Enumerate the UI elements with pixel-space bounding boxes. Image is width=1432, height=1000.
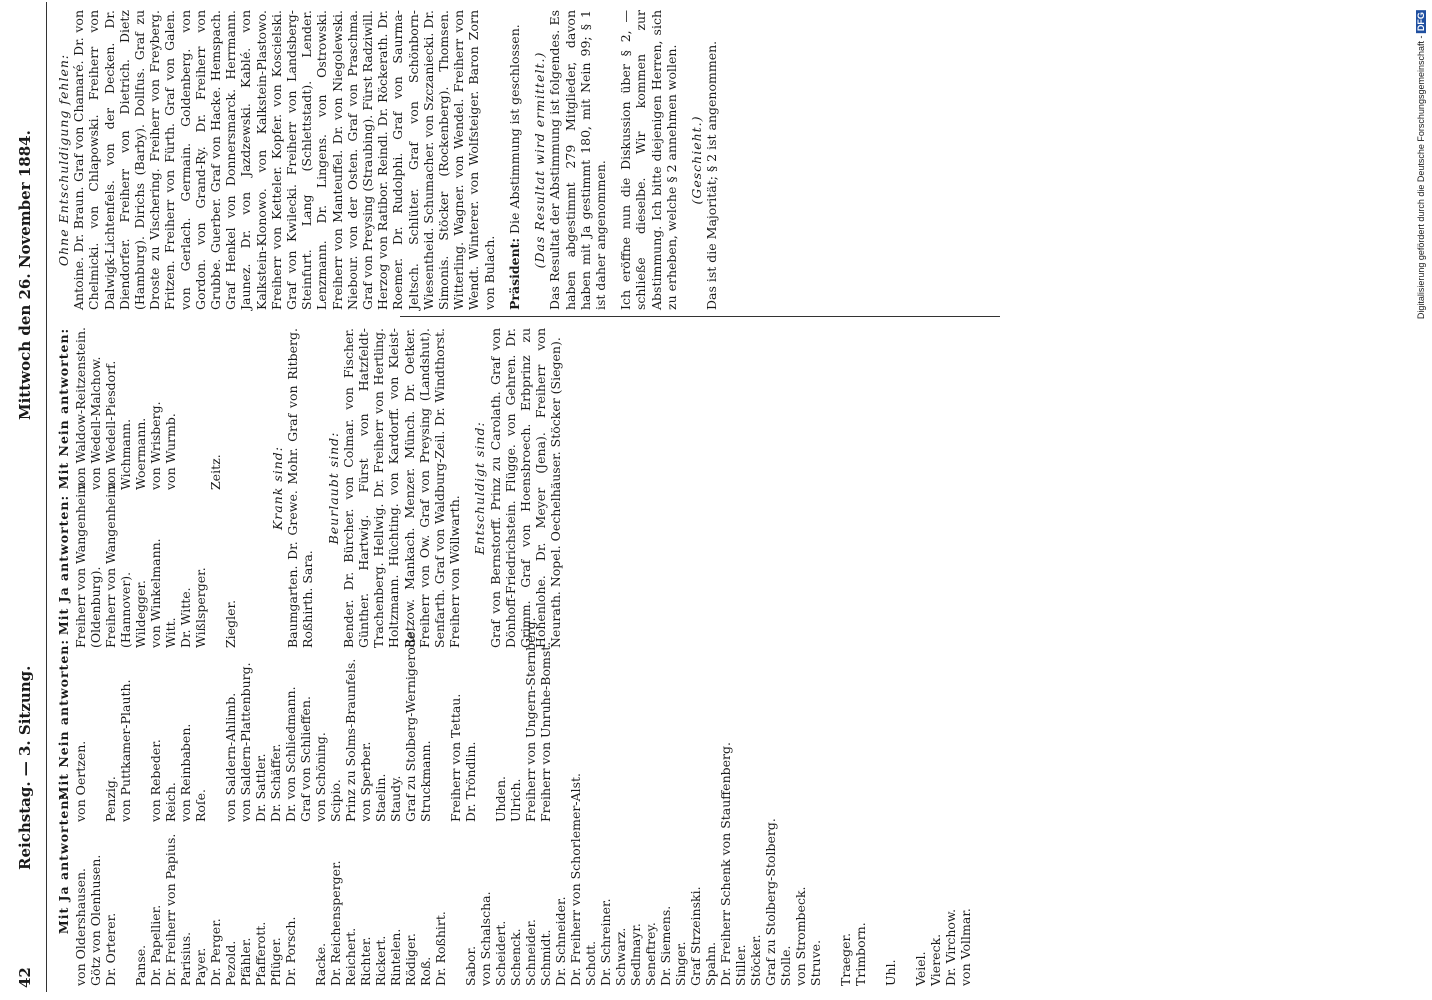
column-divider [400,316,1000,317]
member-name: von Wedell-Malchow. [88,356,103,490]
member-name: Staelin. [373,773,388,822]
member-name: Freiherr von Tettau. [448,693,463,822]
col4-heading: Mit Nein antworten: [56,327,71,490]
member-name: Struckmann. [418,740,433,822]
member-name: Graf von Schlieffen. [298,696,313,822]
member-name: Schneider. [523,918,538,986]
column-ja-2 [56,482,238,648]
member-name: Freiherr von Wangenheim [103,481,118,648]
member-name: Dr. Witte. [178,587,193,648]
member-name: Scheidert. [493,920,508,986]
member-name: Pfähler. [238,937,253,986]
name-group [148,617,208,822]
member-name [193,327,208,490]
member-name: Stolle. [778,945,793,986]
member-name: Dr. Freiherr von Papius. [163,833,178,986]
member-name: Dr. Virchow. [943,908,958,986]
member-name: Ziegler. [223,599,238,648]
name-group [103,617,133,822]
header-date: Mittwoch den 26. November 1884. [16,130,34,420]
member-name: Veiel. [913,951,928,986]
member-name: von Oertzen. [73,740,88,822]
member-name: Dr. Orterer. [103,912,118,986]
member-name: Schenck. [508,928,523,986]
member-name: Staudy. [388,775,403,822]
member-name: von Oldershausen. [73,867,88,986]
member-name: Trimborn. [853,922,868,986]
member-name: von Waldow-Reitzenstein. [73,327,88,490]
name-group [73,617,88,822]
member-name: Freiherr von Wangenheim [73,481,88,648]
member-name: von Schöning. [313,732,328,822]
member-name: Graf Strzeinski. [688,886,703,986]
name-group [913,742,973,986]
member-name: Dr. Sattler. [253,753,268,822]
member-name: von Vollmar. [958,908,973,986]
dfg-credit-text: Digitalisierung gefördert durch die Deutsche Forschungsgemeinschaft - [1416,35,1426,320]
member-name: Uhden. [493,775,508,822]
member-name: Dr. Freiherr Schenk von Stauffenberg. [718,742,733,986]
member-name: Pezold. [223,940,238,986]
col2-heading: Mit Nein antworten: [56,639,71,801]
member-name: Rintelen. [388,928,403,986]
column-nein-2 [56,327,223,490]
member-name: Pflüger. [268,937,283,986]
member-name: Freiherr von Ungern-Sternberg. [523,617,538,822]
member-name: Dr. Schäffer. [268,743,283,822]
member-name: Traeger. [838,932,853,986]
member-name: Panse. [133,944,148,986]
praesident-text: Die Abstimmung ist geschlossen. [506,24,522,234]
member-name: Roſe. [193,789,208,822]
member-name [208,482,223,648]
member-name: von Wurmb. [163,413,178,490]
dfg-logo: DFG [1416,12,1426,31]
member-name: von Saldern-Plattenburg. [238,662,253,822]
member-name: Racke. [313,942,328,986]
member-name [178,327,193,490]
member-name: (Hannover). [118,571,133,648]
entschuldigt-title: Entschuldigt sind: [472,421,488,555]
member-name: von Reinbaben. [178,723,193,822]
member-name: Sabor. [463,945,478,986]
member-name: Reich. [163,782,178,822]
member-name: Wißlsperger. [193,567,208,648]
member-name: Wildegger. [133,580,148,648]
member-name: Sedlmayr. [628,923,643,986]
krank-title: Krank sind: [270,445,285,531]
member-name: Stiller. [733,944,748,986]
ermittelt-note: (Das Resultat wird ermittelt.) [532,51,548,269]
page-number: 42 [16,967,34,988]
geschieht-note: (Geschieht.) [688,115,704,205]
member-name: Wichmann. [118,418,133,490]
beurlaubt-title: Beurlaubt sind: [325,431,341,545]
member-name: Freiherr von Unruhe-Bomst. [538,641,553,822]
member-name: Reichert. [343,927,358,986]
member-name: von Wrisberg. [148,401,163,490]
member-name: Dr. Tröndlin. [463,741,478,822]
member-name: Zeitz. [208,454,223,490]
member-name: Rickert. [373,935,388,986]
member-name: Stöcker. [748,934,763,986]
member-name: Scipio. [328,779,343,822]
member-name: Woermann. [133,417,148,490]
column-nein-1 [56,617,568,822]
member-name: Rödiger. [403,933,418,986]
member-name: Dr. Reichensperger. [328,860,343,986]
header-rule [46,2,47,992]
member-name: Roß. [418,956,433,986]
member-name: Schmidt. [538,929,553,986]
member-name: Dr. Schreiner. [598,898,613,986]
member-name: Seneftrey. [643,922,658,986]
proceedings [56,10,729,310]
member-name: von Saldern-Ahlimb. [223,692,238,822]
member-name: Richter. [358,936,373,986]
member-name: Penzig. [103,776,118,822]
member-name: Dr. von Schliedmann. [283,686,298,822]
name-group [223,617,433,822]
ohne-text: Antoine. Dr. Braun. Graf von Chamaré. Dr. von Chelmicki. von Chlapowski. Freiherr von Dalwigk-Lichtenfels. von der Decken. Dr. Diendorfer. Freiherr von Dietrich. Dietz (Hamburg). Dirichs (Barby). Dollfus. Graf zu Droste zu Vischering. Freiherr von Freyberg. Fritzen. Freiherr von Fürth. Graf von Galen. von Gerlach. Germain. Goldenberg. von Gordon. von Grand-Ry. Dr. Freiherr von Grubbe. Guerber. Graf von Hacke. Hemspach. Graf Henkel von Donnersmarck. Herrmann. Jaunez. Dr. von Jazdzewski. Kablé. von Kalkstein-Klonowo. von Kalkstein-Plastowo. Freiherr von Ketteler. Kopfer. von Koscielski. Graf von Kwilecki. Freiherr von Landsberg-Steinfurt. Lang (Schlettstadt). Lender. Lenzmann. Dr. Lingens. von Ostrowski. Freiherr von Manteuffel. Dr. von Niegolewski. Niebour. von der Osten. Graf von Praschma. Graf von Preysing (Straubing). Fürst Radziwill. Herzog von Ratibor. Reindl. Dr. Röckerath. Dr. Roemer. Dr. Rudolphi. Graf von Saurma-Jeltsch. Schlüter. Graf von Schönborn-Wiesentheid. Schumacher. von Szczaniecki. Dr. Simonis. Stöcker (Rockenberg). Thomsen. Witterling. Wagner. von Wendel. Freiherr von Wendt. Winterer. von Wolfsteiger. Baron Zorn von Bulach. [71,10,497,310]
member-name: von Schalscha. [478,891,493,986]
member-name: Struve. [808,939,823,986]
name-group [838,742,868,986]
praesident-label: Präsident: [506,237,522,310]
member-name: Dr. Schneider. [553,896,568,986]
member-name: Singer. [673,941,688,986]
col3-heading: Mit Ja antworten: [56,494,71,636]
member-name: von Rebeder. [148,739,163,822]
member-name: Dr. Freiherr von Schorlemer-Alst. [568,773,583,986]
member-name: Dr. Porsch. [283,916,298,986]
member-name: Prinz zu Solms-Braunfels. [343,658,358,822]
member-name: Pfafferott. [253,921,268,986]
member-name: Payer. [193,947,208,986]
member-name: (Oldenburg). [88,566,103,648]
member-name: Dr. Roßhirt. [433,911,448,986]
next-text: Ich eröffne nun die Diskussion über § 2, — schließe dieselbe. Wir kommen zur Abstimmung. Ich bitte diejenigen Herren, sich zu erheben, welche § 2 annehmen wollen. [618,10,679,310]
member-name: Graf zu Stolberg-Stolberg. [763,818,778,986]
member-name: von Strombeck. [793,886,808,986]
member-name: Viereck. [928,933,943,986]
ohne-title: Ohne Entschuldigung fehlen: [56,53,71,267]
name-group [883,742,898,986]
member-name: Uhl. [883,959,898,986]
result-text: Das Resultat der Abstimmung ist folgendes. Es haben abgestimmt 279 Mitglieder, davon haben mit Ja gestimmt 180, mit Nein 99; § 1 ist daher angenommen. [547,10,608,310]
dfg-credit [1416,10,1426,319]
member-name: Parisius. [178,931,193,986]
member-name: Dr. Perger. [208,918,223,986]
member-name: Ulrich. [508,778,523,822]
member-name: Graf zu Stolberg-Wernigerode. [403,627,418,822]
member-name: Schwarz. [613,927,628,986]
member-name: von Puttkamer-Plauth. [118,679,133,822]
col1-heading: Mit Ja antworten: [56,793,71,935]
member-name: von Winkelmann. [148,538,163,648]
name-group [448,617,478,822]
absence-sections [270,328,574,648]
member-name: Dr. Papellier. [148,904,163,986]
member-name: Götz von Olenhusen. [88,854,103,986]
member-name: von Sperber. [358,741,373,822]
krank-text: Baumgarten. Dr. Grewe. Mohr. Graf von Ritberg. Roßhirth. Sara. [285,328,316,648]
member-name: Spahn. [703,941,718,986]
member-name: Witt. [163,617,178,648]
member-name: Dr. Siemens. [658,905,673,986]
beurlaubt-text: Bender. Dr. Bürcher. von Colmar. von Fischer. Günther. Hartwig. Fürst von Hatzfeldt-Trachenberg. Hellwig. Dr. Freiherr von Hertling. Holtzmann. Hüchting. von Kardorff. von Kleist-Retzow. Mankach. Menzer. Münch. Dr. Oetker. Freiherr von Ow. Graf von Preysing (Landshut). Senfarth. Graf von Waldburg-Zeil. Dr. Windthorst. Freiherr von Wöllwarth. [340,328,463,648]
member-name: Schott. [583,940,598,986]
entschuldigt-text: Graf von Bernstorff. Prinz zu Carolath. Graf von Dönhoff-Friedrichstein. Flügge. von Gehren. Dr. Grimm. Graf von Hoensbroech. Erbprinz zu Hohenlohe. Dr. Meyer (Jena). Freiherr von Neurath. Nopel. Oechelhäuser. Stöcker (Siegen). [487,328,564,648]
member-name: von Wedell-Piesdorf. [103,360,118,490]
name-group [493,617,553,822]
conclusion-text: Das ist die Majorität; § 2 ist angenommen. [704,40,720,310]
header-session: Reichstag. — 3. Sitzung. [16,665,34,870]
